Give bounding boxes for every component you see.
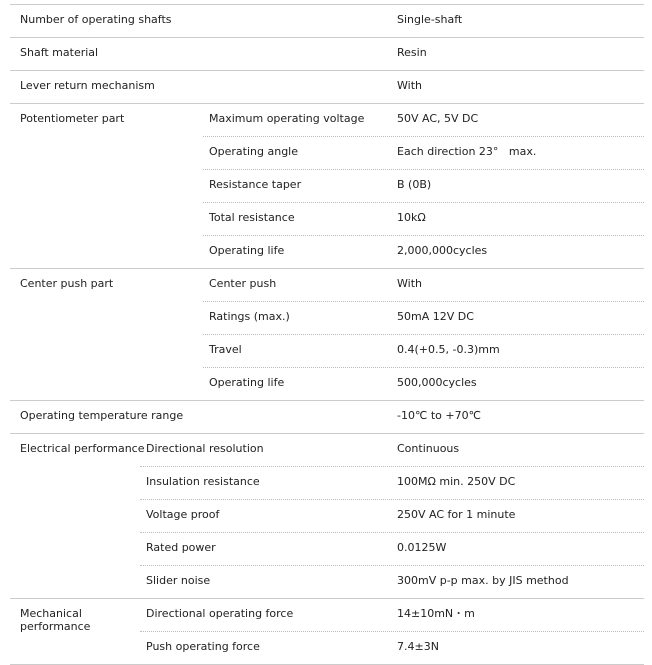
row-divider	[10, 598, 644, 599]
item-label: Resistance taper	[209, 178, 302, 191]
row-divider	[203, 169, 644, 170]
row-divider	[10, 400, 644, 401]
item-label: Directional operating force	[146, 607, 294, 620]
item-label: Push operating force	[146, 640, 260, 653]
row-divider	[203, 202, 644, 203]
value-cell: Resin	[397, 46, 427, 59]
value-cell: 100MΩ min. 250V DC	[397, 475, 516, 488]
row-divider	[203, 301, 644, 302]
group-label: Number of operating shafts	[20, 13, 172, 26]
group-label: Operating temperature range	[20, 409, 184, 422]
value-cell: -10℃ to +70℃	[397, 409, 481, 422]
row-divider	[10, 268, 644, 269]
value-cell: Each direction 23° max.	[397, 145, 537, 158]
item-label: Insulation resistance	[146, 475, 260, 488]
item-label: Travel	[209, 343, 242, 356]
item-label: Rated power	[146, 541, 216, 554]
row-divider	[10, 37, 644, 38]
value-cell: 50mA 12V DC	[397, 310, 474, 323]
item-label: Operating life	[209, 376, 285, 389]
item-label: Operating angle	[209, 145, 299, 158]
item-label: Total resistance	[209, 211, 295, 224]
value-cell: 500,000cycles	[397, 376, 477, 389]
row-divider	[10, 103, 644, 104]
row-divider	[140, 565, 644, 566]
row-divider	[140, 532, 644, 533]
group-label: Potentiometer part	[20, 112, 125, 125]
item-label: Operating life	[209, 244, 285, 257]
row-divider	[140, 631, 644, 632]
value-cell: 7.4±3N	[397, 640, 439, 653]
value-cell: 50V AC, 5V DC	[397, 112, 479, 125]
value-cell: 0.0125W	[397, 541, 447, 554]
item-label: Center push	[209, 277, 277, 290]
value-cell: 14±10mN・m	[397, 607, 475, 620]
row-divider	[203, 136, 644, 137]
value-cell: 300mV p-p max. by JIS method	[397, 574, 569, 587]
value-cell: 10kΩ	[397, 211, 426, 224]
row-divider	[10, 4, 644, 5]
row-divider	[203, 334, 644, 335]
value-cell: With	[397, 277, 422, 290]
item-label: Directional resolution	[146, 442, 264, 455]
group-label: Mechanical performance	[20, 607, 91, 633]
item-label: Ratings (max.)	[209, 310, 290, 323]
row-divider	[10, 70, 644, 71]
value-cell: 2,000,000cycles	[397, 244, 488, 257]
row-divider	[140, 466, 644, 467]
value-cell: 250V AC for 1 minute	[397, 508, 516, 521]
item-label: Slider noise	[146, 574, 211, 587]
group-label: Electrical performance	[20, 442, 145, 455]
item-label: Voltage proof	[146, 508, 220, 521]
row-divider	[140, 499, 644, 500]
group-label: Lever return mechanism	[20, 79, 155, 92]
row-divider	[203, 235, 644, 236]
group-label: Shaft material	[20, 46, 99, 59]
group-label: Center push part	[20, 277, 114, 290]
value-cell: With	[397, 79, 422, 92]
row-divider	[203, 367, 644, 368]
row-divider	[10, 433, 644, 434]
value-cell: Continuous	[397, 442, 460, 455]
item-label: Maximum operating voltage	[209, 112, 365, 125]
value-cell: 0.4(+0.5, -0.3)mm	[397, 343, 500, 356]
value-cell: B (0B)	[397, 178, 432, 191]
value-cell: Single-shaft	[397, 13, 463, 26]
